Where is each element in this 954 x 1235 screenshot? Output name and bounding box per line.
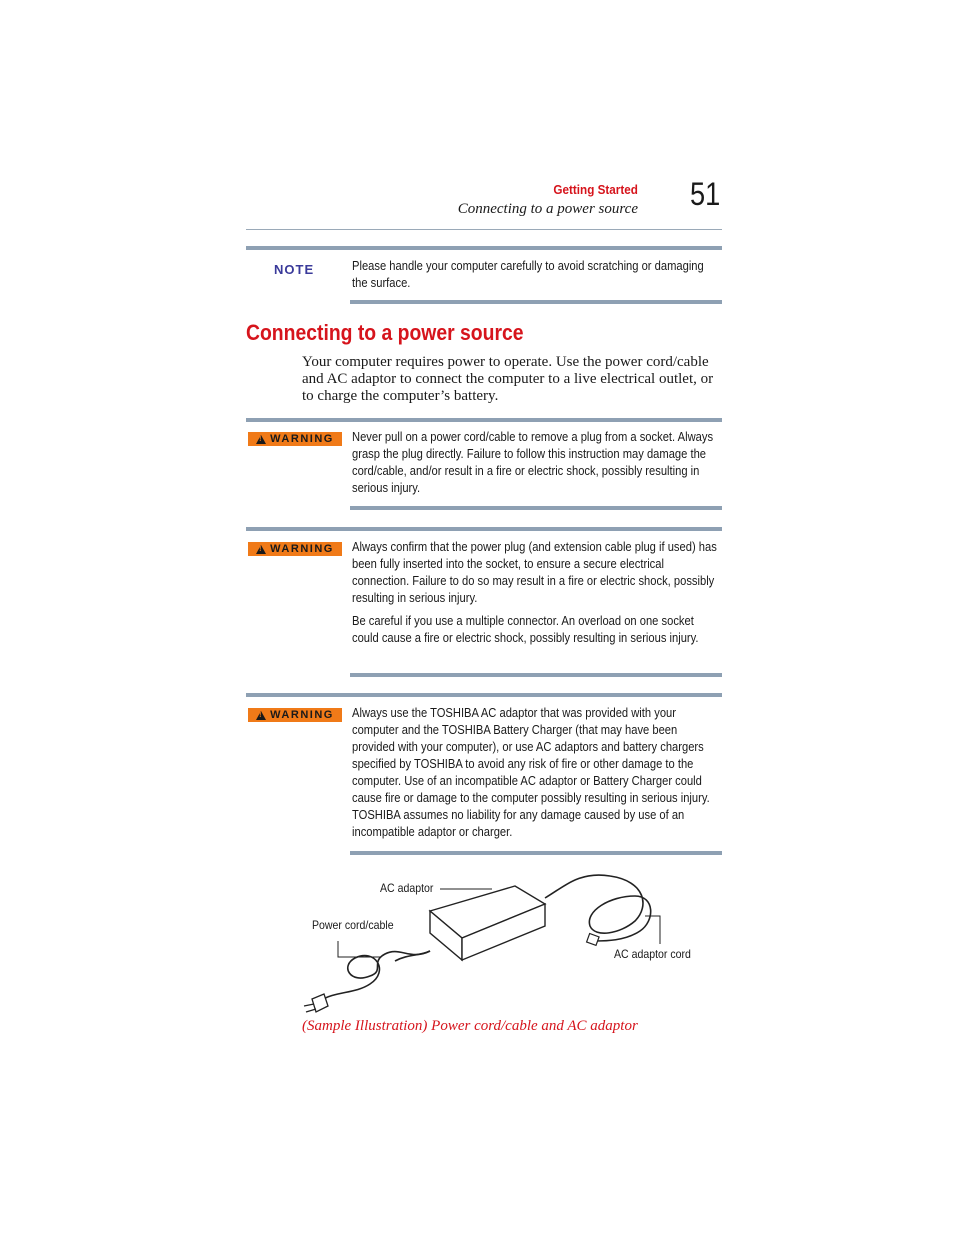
header-rule: [246, 229, 722, 230]
ac-adaptor-cord-line: [545, 875, 651, 941]
warning-2-top-rule: [246, 527, 722, 531]
note-text: Please handle your computer carefully to avoid scratching or damaging the surface.: [352, 258, 704, 290]
warning-badge: [248, 432, 342, 446]
intro-paragraph: Your computer requires power to operate. Use the power cord/cable and AC adaptor to connect the computer to a live electrical outlet, or to charge the computer’s battery.: [302, 354, 714, 404]
running-header-subsection: Connecting to a power source: [457, 201, 638, 217]
warning-2-bottom-rule: [350, 673, 722, 677]
page-number: 51: [690, 176, 721, 212]
warning-1-bottom-rule: [350, 506, 722, 510]
callout-power-cord: Power cord/cable: [312, 918, 394, 932]
section-heading: Connecting to a power source: [246, 320, 524, 345]
warning-2-paragraph-2: Be careful if you use a multiple connector. An overload on one socket could cause a fire or electric shock, possibly resulting in serious injury.: [352, 613, 699, 645]
ac-adaptor-cord-leader: [645, 916, 660, 944]
warning-badge-label: WARNING: [270, 709, 334, 721]
warning-triangle-icon: [256, 711, 266, 720]
warning-badge-label: WARNING: [270, 543, 334, 555]
power-cord-line: [320, 951, 430, 1001]
callout-ac-adaptor: AC adaptor: [380, 881, 434, 895]
warning-badge-label: WARNING: [270, 433, 334, 445]
figure-caption: (Sample Illustration) Power cord/cable and AC adaptor: [302, 1018, 638, 1034]
warning-3-text: Always use the TOSHIBA AC adaptor that was provided with your computer and the TOSHIBA Battery Charger (that may have been provided with your computer), or use AC adaptors and battery chargers specified by TOSHIBA to avoid any risk of fire or other damage to the computer. Use of an incompatible AC adaptor or Battery Charger could cause fire or damage to the computer possibly resulting in serious injury. TOSHIBA assumes no liability for any damage caused by use of an incompatible adaptor or charger.: [352, 705, 710, 839]
callout-ac-adaptor-cord: AC adaptor cord: [614, 947, 691, 961]
power-cord-leader: [338, 941, 380, 957]
warning-badge: [248, 542, 342, 556]
warning-1-text: Never pull on a power cord/cable to remove a plug from a socket. Always grasp the plug directly. Failure to follow this instruction may damage the cord/cable, and/or result in a fire or electric shock, possibly resulting in serious injury.: [352, 429, 714, 495]
note-label: NOTE: [274, 262, 315, 277]
wall-plug-illustration: [304, 994, 328, 1012]
ac-adaptor-illustration: [430, 886, 545, 1016]
warning-badge: [248, 708, 342, 722]
warning-3-top-rule: [246, 693, 722, 697]
power-adaptor-illustration: [290, 866, 710, 1016]
warning-triangle-icon: [256, 545, 266, 554]
warning-1-top-rule: [246, 418, 722, 422]
note-top-rule: [246, 246, 722, 250]
warning-2-paragraph-1: Always confirm that the power plug (and extension cable plug if used) has been fully inserted into the socket, to ensure a secure electrical connection. Failure to do so may result in a fire or electric shock, possibly resulting in serious injury.: [352, 539, 717, 605]
running-header-section: Getting Started: [553, 182, 638, 197]
warning-3-bottom-rule: [350, 851, 722, 855]
note-bottom-rule: [350, 300, 722, 304]
warning-triangle-icon: [256, 435, 266, 444]
